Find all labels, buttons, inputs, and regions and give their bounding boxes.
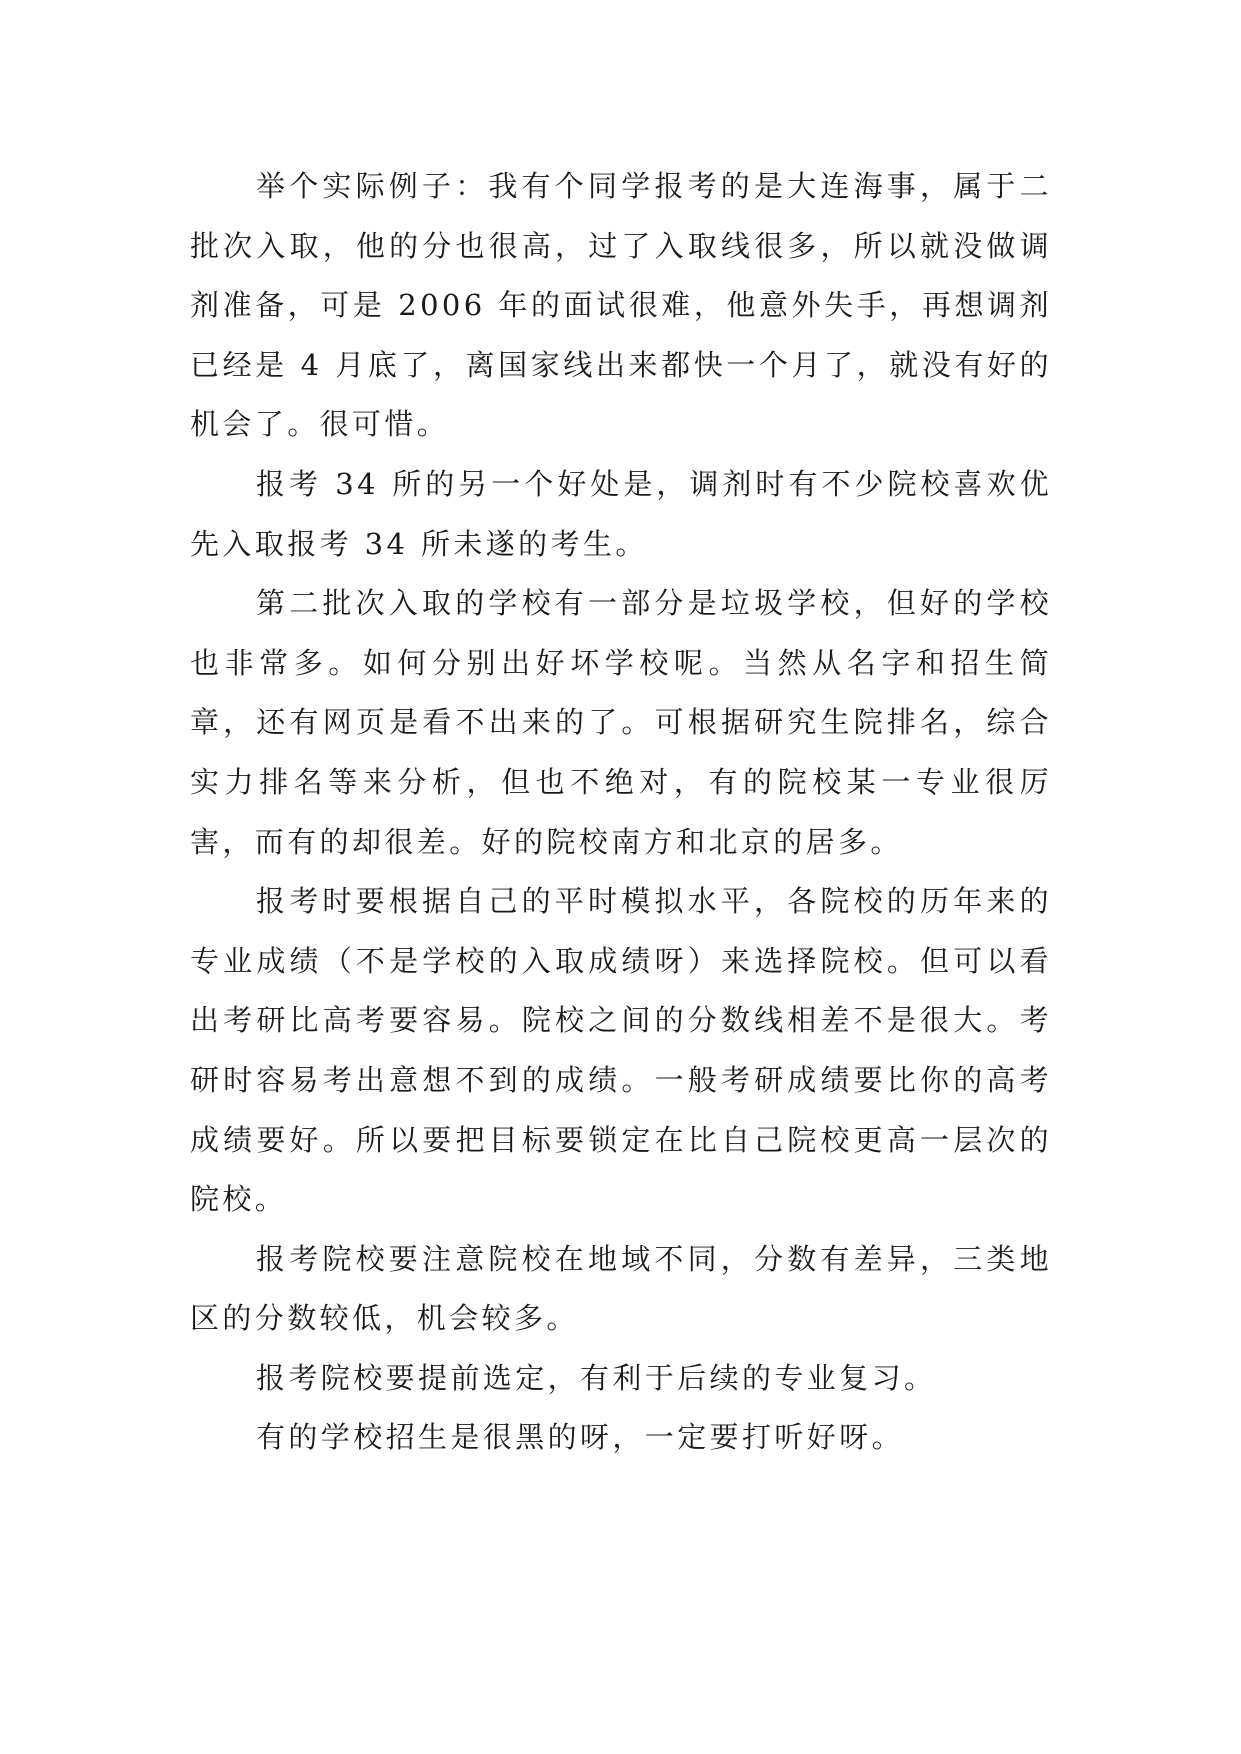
paragraph-34-institutes: 报考 34 所的另一个好处是，调剂时有不少院校喜欢优先入取报考 34 所未遂的考生。: [190, 466, 1052, 561]
paragraph-enquire: 有的学校招生是很黑的呀，一定要打听好呀。: [256, 1420, 905, 1455]
paragraph-choose-school: 报考时要根据自己的平时模拟水平，各院校的历年来的专业成绩（不是学校的入取成绩呀）来选择院校。但可以看出考研比高考要容易。院校之间的分数线相差不是很大。考研时容易考出意想不到的成绩。一般考研成绩要比你的高考成绩要好。所以要把目标要锁定在比自己院校更高一层次的院校。: [190, 884, 1052, 1217]
paragraph-region: 报考院校要注意院校在地域不同，分数有差异，三类地区的分数较低，机会较多。: [190, 1241, 1052, 1336]
paragraph-decide-early: 报考院校要提前选定，有利于后续的专业复习。: [256, 1360, 937, 1395]
paragraph-second-batch: 第二批次入取的学校有一部分是垃圾学校，但好的学校也非常多。如何分别出好坏学校呢。当然从名字和招生简章，还有网页是看不出来的了。可根据研究生院排名，综合实力排名等来分析，但也不绝对，有的院校某一专业很厉害，而有的却很差。好的院校南方和北京的居多。: [190, 586, 1052, 859]
document-body: [190, 157, 1052, 1468]
paragraph-example: 举个实际例子：我有个同学报考的是大连海事，属于二批次入取，他的分也很高，过了入取线很多，所以就没做调剂准备，可是 2006 年的面试很难，他意外失手，再想调剂已经是 4 月底了，离国家线出来都快一个月了，就没有好的机会了。很可惜。: [190, 169, 1052, 442]
